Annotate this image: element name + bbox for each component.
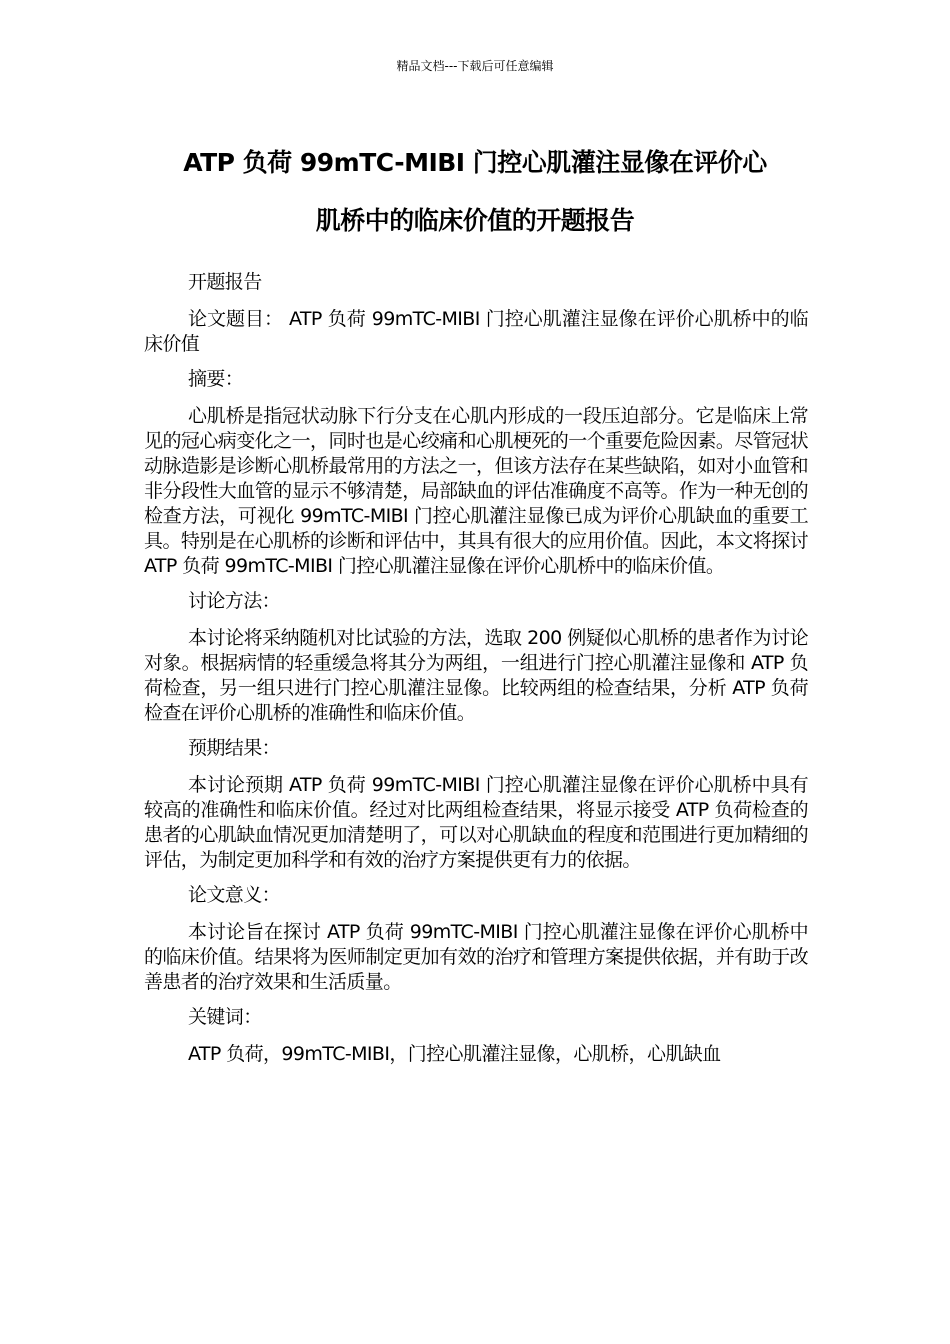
thesis-title: 论文题目： ATP 负荷 99mTC-MIBI 门控心肌灌注显像在评价心肌桥中的临床价值 <box>144 308 808 355</box>
report-label: 开题报告 <box>188 271 262 293</box>
keywords-label: 关键词： <box>188 1006 262 1028</box>
document-title <box>130 134 820 250</box>
significance-paragraph: 本讨论旨在探讨 ATP 负荷 99mTC-MIBI 门控心肌灌注显像在评价心肌桥中的临床价值。结果将为医师制定更加有效的治疗和管理方案提供依据，并有助于改善患者的治疗效果和生活质量。 <box>144 921 808 993</box>
expected-results-paragraph: 本讨论预期 ATP 负荷 99mTC-MIBI 门控心肌灌注显像在评价心肌桥中具有较高的准确性和临床价值。经过对比两组检查结果，将显示接受 ATP 负荷检查的患者的心肌缺血情况更加清楚明了，可以对心肌缺血的程度和范围进行更加精细的评估，为制定更加科学和有效的治疗方案提供更有力的依据。 <box>144 774 808 871</box>
title-line-1: ATP 负荷 99mTC-MIBI 门控心肌灌注显像在评价心 <box>183 148 767 177</box>
abstract-paragraph: 心肌桥是指冠状动脉下行分支在心肌内形成的一段压迫部分。它是临床上常见的冠心病变化之一，同时也是心绞痛和心肌梗死的一个重要危险因素。尽管冠状动脉造影是诊断心肌桥最常用的方法之一，但该方法存在某些缺陷，如对小血管和非分段性大血管的显示不够清楚，局部缺血的评估准确度不高等。作为一种无创的检查方法，可视化 99mTC-MIBI 门控心肌灌注显像已成为评价心肌缺血的重要工具。特别是在心肌桥的诊断和评估中，其具有很大的应用价值。因此，本文将探讨 ATP 负荷 99mTC-MIBI 门控心肌灌注显像在评价心肌桥中的临床价值。 <box>144 405 808 577</box>
significance-label: 论文意义： <box>188 884 281 906</box>
title-line-2: 肌桥中的临床价值的开题报告 <box>315 206 635 235</box>
methods-paragraph: 本讨论将采纳随机对比试验的方法，选取 200 例疑似心肌桥的患者作为讨论对象。根据病情的轻重缓急将其分为两组，一组进行门控心肌灌注显像和 ATP 负荷检查，另一组只进行门控心肌灌注显像。比较两组的检查结果，分析 ATP 负荷检查在评价心肌桥的准确性和临床价值。 <box>144 627 808 724</box>
header-note: 精品文档---下载后可任意编辑 <box>396 59 554 73</box>
methods-label: 讨论方法： <box>188 590 281 612</box>
expected-results-label: 预期结果： <box>188 737 281 759</box>
keywords-paragraph: ATP 负荷，99mTC-MIBI，门控心肌灌注显像，心肌桥，心肌缺血 <box>188 1043 721 1065</box>
abstract-label: 摘要： <box>188 368 244 390</box>
document-body <box>144 270 808 1077</box>
